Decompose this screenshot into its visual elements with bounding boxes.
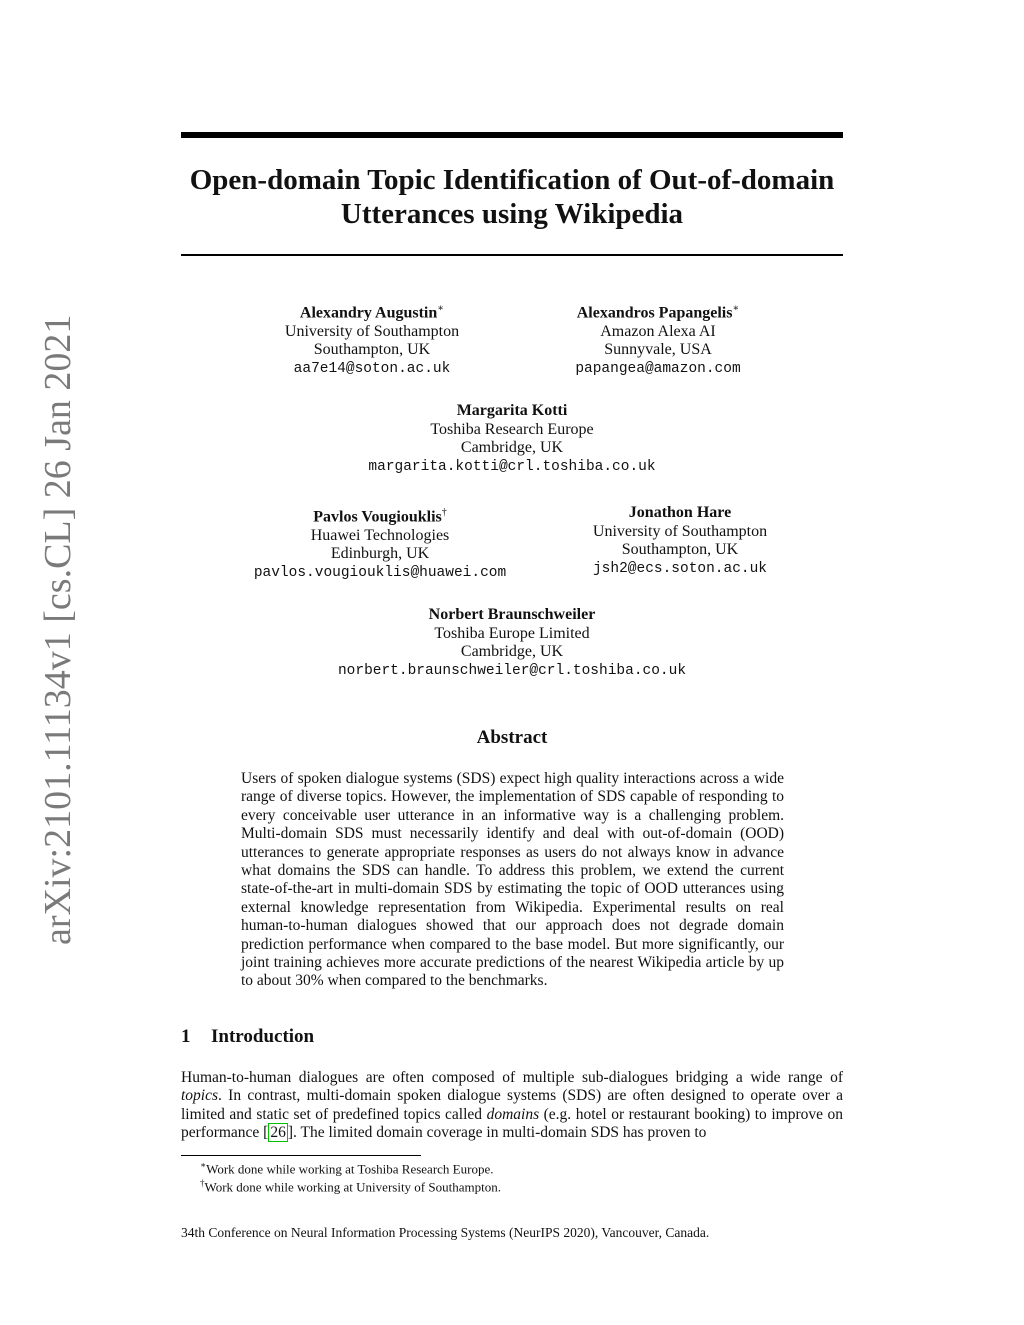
section-number: 1 xyxy=(181,1026,191,1047)
title-top-rule xyxy=(181,132,843,138)
citation-link[interactable]: 26 xyxy=(270,1123,286,1141)
author-name: Alexandros Papangelis∗ xyxy=(576,303,740,322)
paper-title: Open-domain Topic Identification of Out-of-domain Utterances using Wikipedia xyxy=(189,164,835,230)
author-email[interactable]: aa7e14@soton.ac.uk xyxy=(293,360,451,377)
author-name: Jonathon Hare xyxy=(628,504,732,521)
author-affiliation: Huawei Technologies xyxy=(310,526,450,544)
title-bottom-rule xyxy=(181,254,843,256)
venue-note: 34th Conference on Neural Information Processing Systems (NeurIPS 2020), Vancouver, Canada. xyxy=(181,1225,710,1240)
footnote-rule xyxy=(181,1155,421,1156)
author-name: Pavlos Vougiouklis† xyxy=(313,507,447,526)
author-location: Sunnyvale, USA xyxy=(604,341,712,359)
footnote: †Work done while working at University of Southampton. xyxy=(200,1178,501,1195)
footnote: ∗Work done while working at Toshiba Research Europe. xyxy=(200,1160,494,1177)
abstract-text: Users of spoken dialogue systems (SDS) expect high quality interactions across a wide range of diverse topics. However, the implementation of SDS capable of responding to every conceivable user utterance in an informative way is a challenging problem. Multi-domain SDS must necessarily identify and deal with out-of-domain (OOD) utterances to generate appropriate responses as users do not always know in advance what domains the SDS can handle. To address this problem, we extend the current state-of-the-art in multi-domain SDS by estimating the topic of OOD utterances using external knowledge representation from Wikipedia. Experimental results on real human-to-human dialogues showed that our approach does not degrade domain prediction performance when compared to the base model. But more significantly, our joint training achieves more accurate predictions of the nearest Wikipedia article by up to about 30% when compared to the benchmarks. xyxy=(241,770,784,990)
author-name: Margarita Kotti xyxy=(456,402,568,419)
author-block xyxy=(548,300,768,378)
author-location: Southampton, UK xyxy=(621,541,739,558)
author-email[interactable]: jsh2@ecs.soton.ac.uk xyxy=(592,560,768,577)
author-email[interactable]: margarita.kotti@crl.toshiba.co.uk xyxy=(368,458,656,475)
author-block xyxy=(272,300,472,378)
author-affiliation: Amazon Alexa AI xyxy=(600,322,716,340)
author-location: Cambridge, UK xyxy=(460,439,564,456)
author-location: Cambridge, UK xyxy=(460,643,564,660)
author-block xyxy=(570,504,790,578)
author-block xyxy=(240,504,520,582)
arxiv-identifier: arXiv:2101.11134v1 [cs.CL] 26 Jan 2021 xyxy=(37,314,79,945)
author-email[interactable]: papangea@amazon.com xyxy=(575,360,741,377)
author-affiliation: Toshiba Research Europe xyxy=(430,420,594,438)
abstract-heading: Abstract xyxy=(476,727,548,748)
author-block xyxy=(302,606,722,680)
author-name: Alexandry Augustin∗ xyxy=(299,303,445,322)
author-email[interactable]: pavlos.vougiouklis@huawei.com xyxy=(253,564,507,581)
author-location: Edinburgh, UK xyxy=(330,545,430,563)
author-location: Southampton, UK xyxy=(313,341,431,359)
author-block xyxy=(312,402,712,476)
author-name: Norbert Braunschweiler xyxy=(428,606,596,623)
author-affiliation: University of Southampton xyxy=(284,322,460,340)
author-affiliation: Toshiba Europe Limited xyxy=(434,624,590,642)
author-email[interactable]: norbert.braunschweiler@crl.toshiba.co.uk xyxy=(337,662,687,679)
section-heading xyxy=(181,1026,314,1048)
section-title: Introduction xyxy=(211,1026,315,1047)
intro-paragraph: Human-to-human dialogues are often composed of multiple sub-dialogues bridging a wide range of topics. In contrast, multi-domain spoken dialogue systems (SDS) are often designed to operate over a limited and static set of predefined topics called domains (e.g. hotel or restaurant booking) to improve on performance [ 26 ]. The limited domain coverage in multi-domain SDS has proven to xyxy=(181,1069,843,1141)
author-affiliation: University of Southampton xyxy=(592,522,768,540)
